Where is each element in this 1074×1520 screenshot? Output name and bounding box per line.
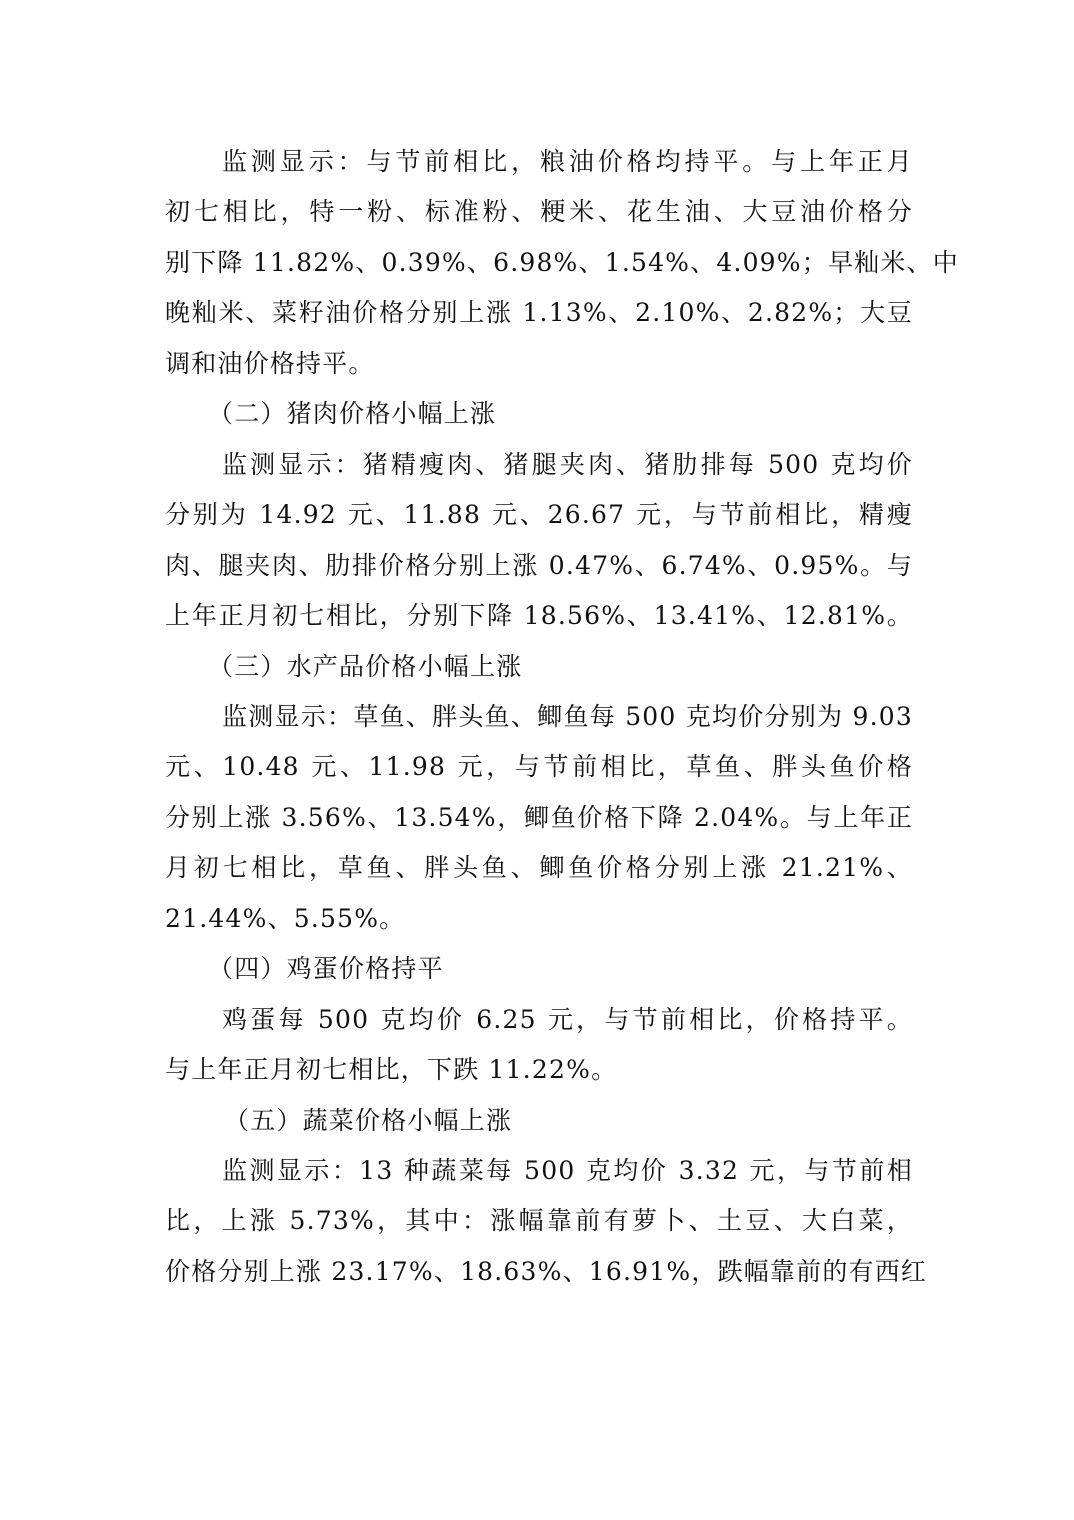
paragraph-line: 监测显示：猪精瘦肉、猪腿夹肉、猪肋排每 500 克均价 — [222, 449, 913, 479]
paragraph-line: 元、10.48 元、11.98 元，与节前相比，草鱼、胖头鱼价格 — [165, 752, 913, 782]
paragraph-line: 与上年正月初七相比，下跌 11.22%。 — [165, 1055, 618, 1085]
paragraph-line: 分别上涨 3.56%、13.54%，鲫鱼价格下降 2.04%。与上年正 — [165, 802, 913, 832]
paragraph-line: 月初七相比，草鱼、胖头鱼、鲫鱼价格分别上涨 21.21%、 — [165, 853, 913, 883]
section-heading: （四）鸡蛋价格持平 — [208, 954, 444, 984]
paragraph-line: 鸡蛋每 500 克均价 6.25 元，与节前相比，价格持平。 — [222, 1004, 913, 1034]
paragraph-line: 别下降 11.82%、0.39%、6.98%、1.54%、4.09%；早籼米、中 — [165, 247, 959, 277]
paragraph-line: 初七相比，特一粉、标准粉、粳米、花生油、大豆油价格分 — [165, 197, 913, 227]
section-heading: （三）水产品价格小幅上涨 — [208, 651, 523, 681]
paragraph-line: 分别为 14.92 元、11.88 元、26.67 元，与节前相比，精瘦 — [165, 500, 913, 530]
paragraph-line: 监测显示：13 种蔬菜每 500 克均价 3.32 元，与节前相 — [222, 1156, 913, 1185]
paragraph-line: 晚籼米、菜籽油价格分别上涨 1.13%、2.10%、2.82%；大豆 — [165, 298, 913, 328]
paragraph-line: 肉、腿夹肉、肋排价格分别上涨 0.47%、6.74%、0.95%。与 — [165, 550, 913, 580]
section-heading: （二）猪肉价格小幅上涨 — [208, 399, 497, 429]
paragraph-line: 监测显示：草鱼、胖头鱼、鲫鱼每 500 克均价分别为 9.03 — [222, 701, 913, 731]
paragraph-line: 上年正月初七相比，分别下降 18.56%、13.41%、12.81%。 — [165, 601, 913, 631]
section-heading: （五）蔬菜价格小幅上涨 — [224, 1105, 513, 1135]
paragraph-line: 21.44%、5.55%。 — [165, 903, 406, 933]
paragraph-line: 价格分别上涨 23.17%、18.63%、16.91%，跌幅靠前的有西红 — [165, 1256, 928, 1286]
paragraph-line: 调和油价格持平。 — [165, 348, 375, 378]
paragraph-line: 监测显示：与节前相比，粮油价格均持平。与上年正月 — [222, 147, 913, 176]
paragraph-line: 比，上涨 5.73%，其中：涨幅靠前有萝卜、土豆、大白菜， — [165, 1206, 913, 1236]
